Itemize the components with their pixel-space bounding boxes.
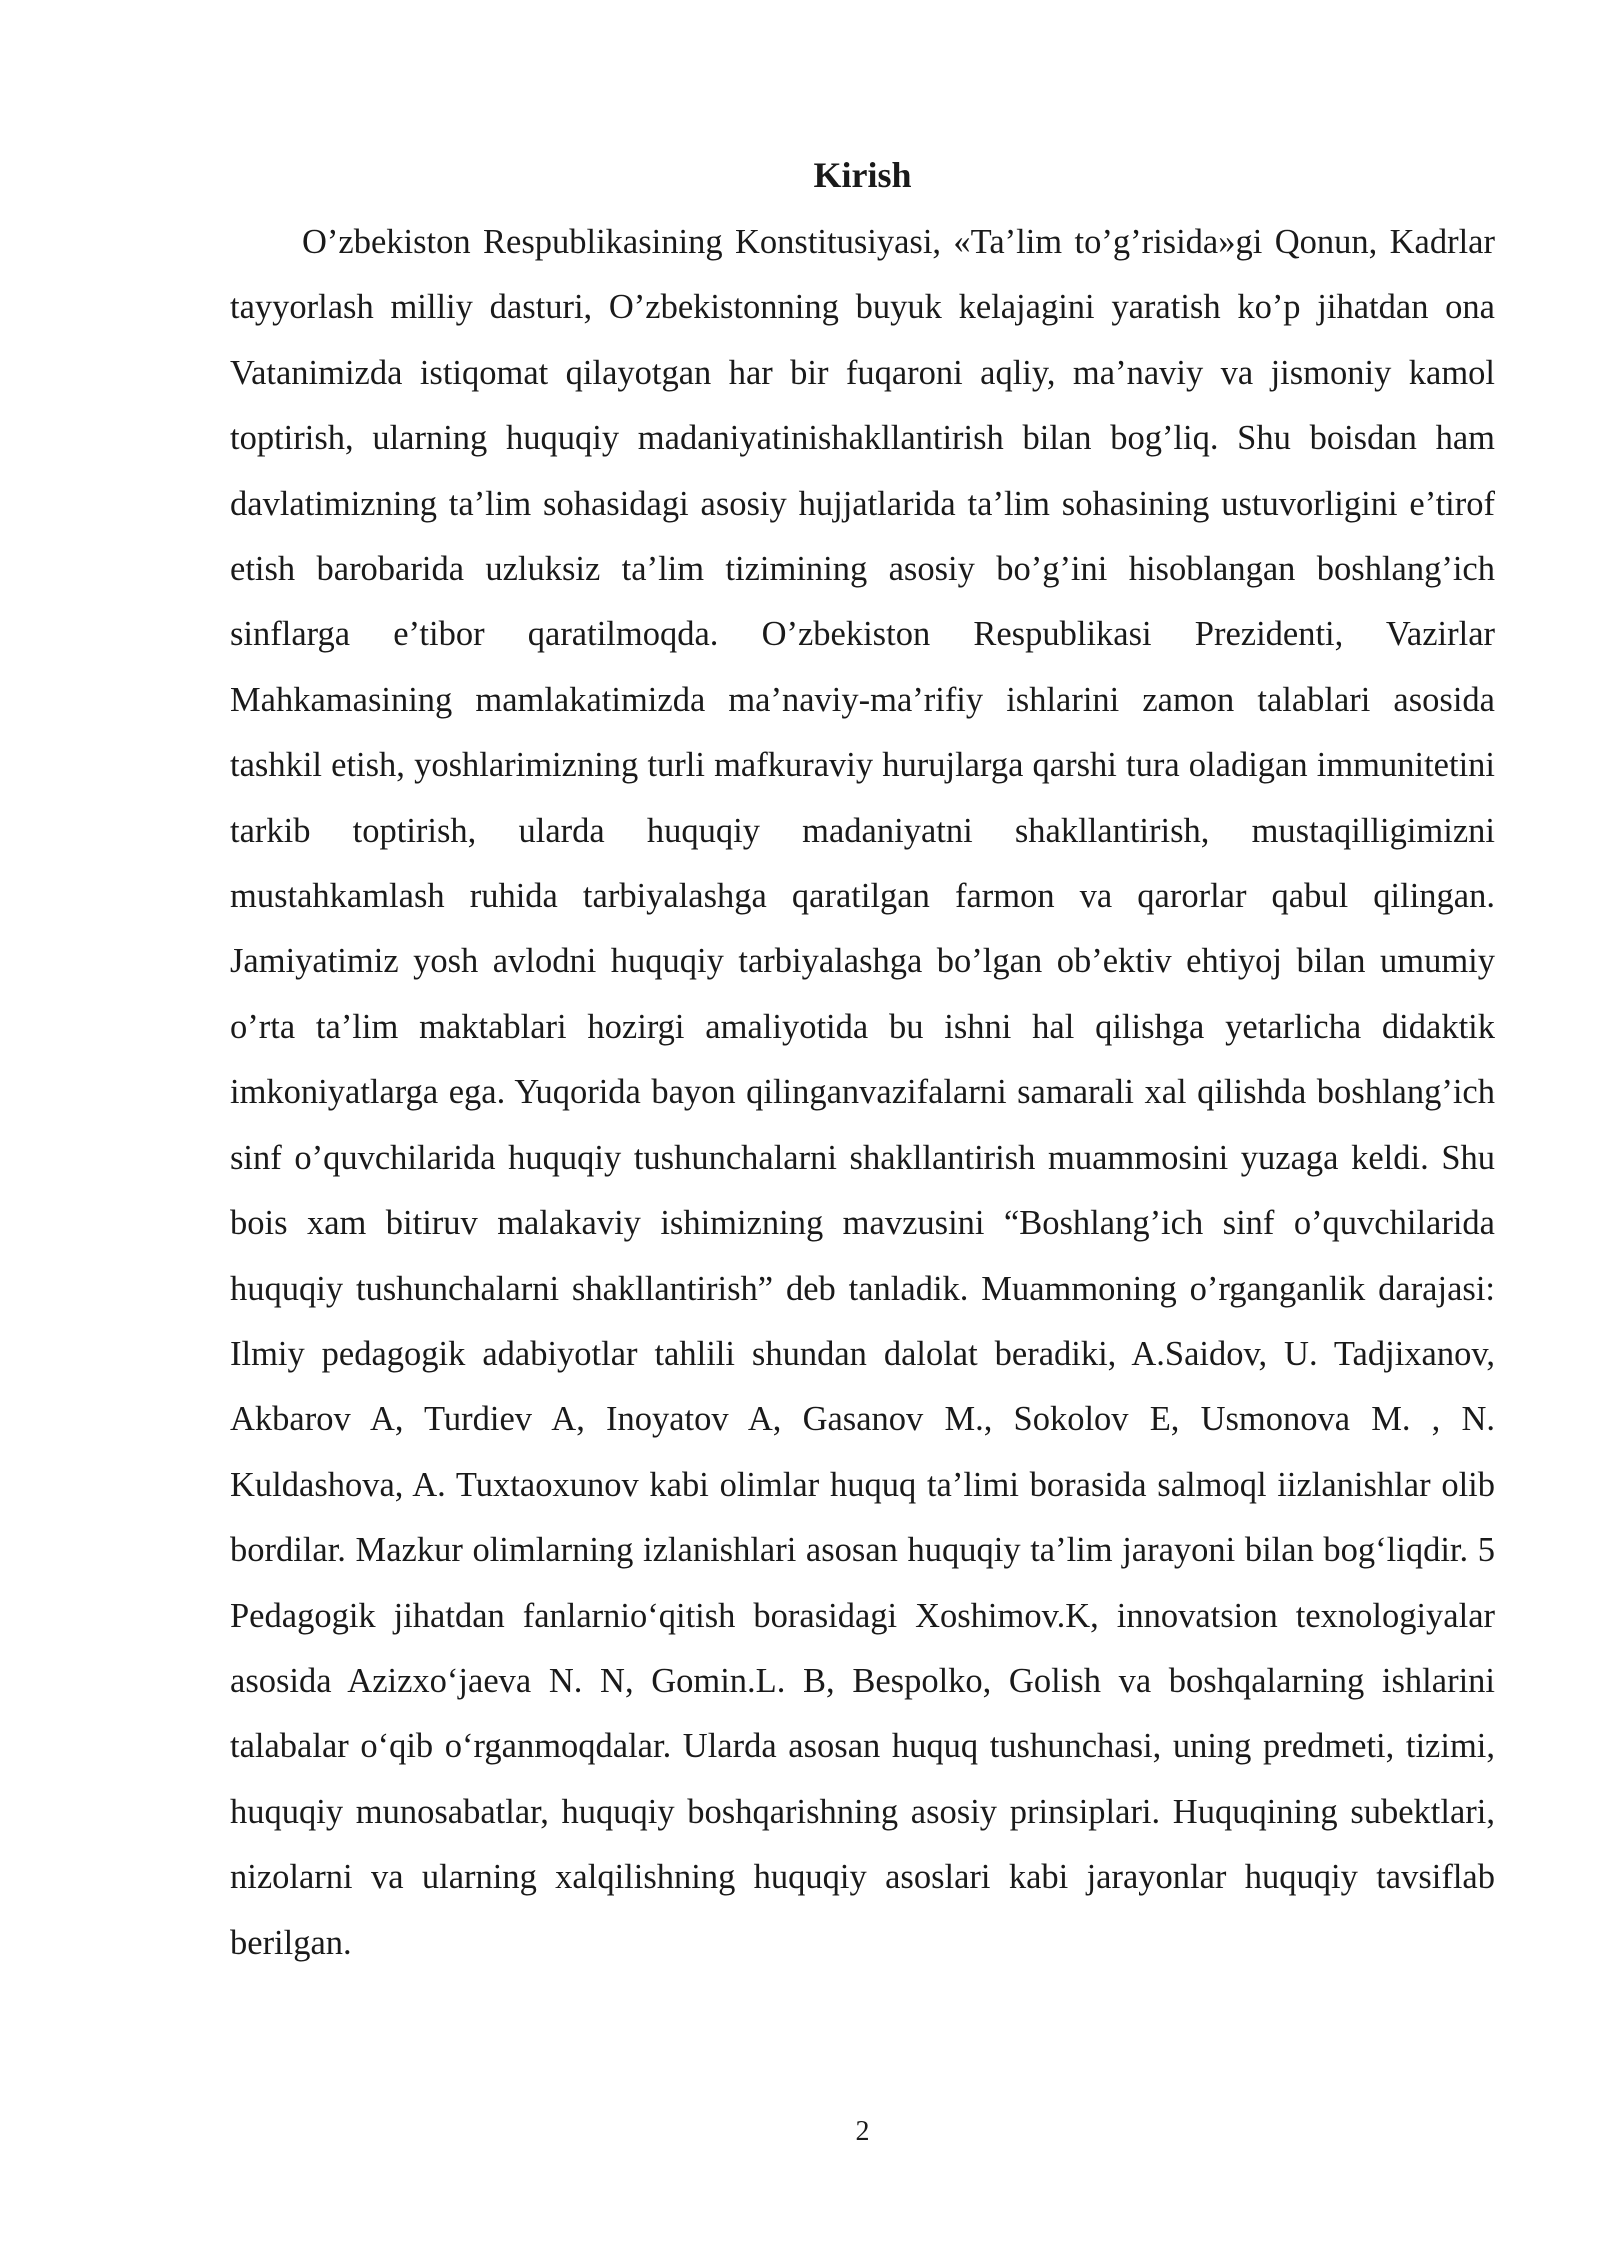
section-title: Kirish: [813, 155, 912, 195]
page-number: 2: [855, 2116, 870, 2147]
body-paragraph: O’zbekiston Respublikasining Konstitusiyasi, «Ta’lim to’g’risida»gi Qonun, Kadrlar tayyorlash milliy dasturi, O’zbekistonning buyuk kelajagini yaratish ko’p jihatdan ona Vatanimizda istiqomat qilayotgan har bir fuqaroni aqliy, ma’naviy va jismoniy kamol toptirish, ularning huquqiy madaniyatinishakllantirish bilan bog’liq. Shu boisdan ham davlatimizning ta’lim sohasidagi asosiy hujjatlarida ta’lim sohasining ustuvorligini e’tirof etish barobarida uzluksiz ta’lim tizimining asosiy bo’g’ini hisoblangan boshlang’ich sinflarga e’tibor qaratilmoqda. O’zbekiston Respublikasi Prezidenti, Vazirlar Mahkamasining mamlakatimizda ma’naviy-ma’rifiy ishlarini zamon talablari asosida tashkil etish, yoshlarimizning turli mafkuraviy hurujlarga qarshi tura oladigan immunitetini tarkib toptirish, ularda huquqiy madaniyatni shakllantirish, mustaqilligimizni mustahkamlash ruhida tarbiyalashga qaratilgan farmon va qarorlar qabul qilingan. Jamiyatimiz yosh avlodni huquqiy tarbiyalashga bo’lgan ob’ektiv ehtiyoj bilan umumiy o’rta ta’lim maktablari hozirgi amaliyotida bu ishni hal qilishga yetarlicha didaktik imkoniyatlarga ega. Yuqorida bayon qilinganvazifalarni samarali xal qilishda boshlang’ich sinf o’quvchilarida huquqiy tushunchalarni shakllantirish muammosini yuzaga keldi. Shu bois xam bitiruv malakaviy ishimizning mavzusini “Boshlang’ich sinf o’quvchilarida huquqiy tushunchalarni shakllantirish” deb tanladik. Muammoning o’rganganlik darajasi: Ilmiy pedagogik adabiyotlar tahlili shundan dalolat beradiki, A.Saidov, U. Tadjixanov, Akbarov A, Turdiev A, Inoyatov A, Gasanov M., Sokolov E, Usmonova M. , N. Kuldashova, A. Tuxtaoxunov kabi olimlar huquq ta’limi borasida salmoql iizlanishlar olib bordilar. Mazkur olimlarning izlanishlari asosan huquqiy ta’lim jarayoni bilan bog‘liqdir. 5 Pedagogik jihatdan fanlarnio‘qitish borasidagi Xoshimov.K, innovatsion texnologiyalar asosida Azizxo‘jaeva N. N, Gomin.L. B, Bespolko, Golish va boshqalarning ishlarini talabalar o‘qib o‘rganmoqdalar. Ularda asosan huquq tushunchasi, uning predmeti, tizimi, huquqiy munosabatlar, huquqiy boshqarishning asosiy prinsiplari. Huquqining subektlari, nizolarni va ularning xalqilishning huquqiy asoslari kabi jarayonlar huquqiy tavsiflab berilgan.: [230, 223, 1495, 1962]
